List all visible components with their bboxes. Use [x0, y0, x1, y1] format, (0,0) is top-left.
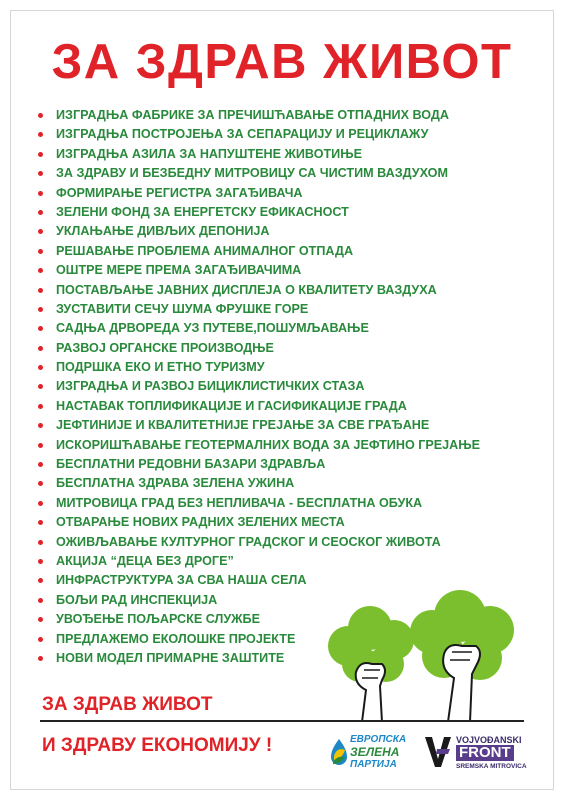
list-item [38, 184, 480, 203]
list-item-text: ЗА ЗДРАВУ И БЕЗБЕДНУ МИТРОВИЦУ СА ЧИСТИМ ВАЗДУХОМ [56, 166, 448, 181]
list-item-text: ИСКОРИШЋАВАЊЕ ГЕОТЕРМАЛНИХ ВОДА ЗА ЈЕФТИНО ГРЕЈАЊЕ [56, 437, 481, 452]
list-item-text: УКЛАЊАЊЕ ДИВЉИХ ДЕПОНИЈА [56, 224, 270, 239]
list-item-text: ПРЕДЛАЖЕМО ЕКОЛОШКЕ ПРОЈЕКТЕ [56, 631, 296, 646]
list-item-text: БЕСПЛАТНА ЗДРАВА ЗЕЛЕНА УЖИНА [56, 476, 295, 491]
list-item-text: ИЗГРАДЊА ФАБРИКЕ ЗА ПРЕЧИШЋАВАЊЕ ОТПАДНИХ ВОДА [56, 108, 449, 122]
bullet-icon [38, 462, 43, 467]
bullet-icon [38, 132, 43, 137]
list-item [38, 513, 480, 532]
list-item [38, 339, 480, 358]
list-item [38, 494, 480, 513]
list-item [38, 164, 480, 183]
bullet-icon [38, 326, 43, 331]
list-item-text: РЕШАВАЊЕ ПРОБЛЕМА АНИМАЛНОГ ОТПАДА [56, 243, 354, 258]
list-item-text: ИЗГРАДЊА АЗИЛА ЗА НАПУШТЕНЕ ЖИВОТИЊЕ [56, 146, 363, 161]
bullet-icon [38, 423, 43, 428]
list-item-text: ОТВАРАЊЕ НОВИХ РАДНИХ ЗЕЛЕНИХ МЕСТА [56, 515, 345, 530]
list-item-text: ИЗГРАДЊА ПОСТРОЈЕЊА ЗА СЕПАРАЦИЈУ И РЕЦИКЛАЖУ [56, 127, 429, 142]
list-item-text: БОЉИ РАД ИНСПЕКЦИЈА [56, 592, 218, 607]
leaf-drop-icon [330, 738, 348, 771]
list-item [38, 474, 480, 493]
vf-line-1: VOJVOĐANSKI [456, 735, 522, 745]
bullet-icon [38, 501, 43, 506]
list-item-text: НОВИ МОДЕЛ ПРИМАРНЕ ЗАШТИТЕ [56, 650, 285, 665]
list-item-text: ПОСТАВЉАЊЕ ЈАВНИХ ДИСПЛЕЈА О КВАЛИТЕТУ ВАЗДУХА [56, 282, 437, 297]
bullet-icon [38, 229, 43, 234]
list-item-text: ИЗГРАДЊА И РАЗВОЈ БИЦИКЛИСТИЧКИХ СТАЗА [56, 379, 365, 394]
bullet-icon [38, 540, 43, 545]
page-title: ЗА ЗДРАВ ЖИВОТ [51, 35, 513, 89]
list-item [38, 358, 480, 377]
list-item [38, 552, 480, 571]
bullet-icon [38, 171, 43, 176]
bullet-icon [38, 656, 43, 661]
list-item [38, 377, 480, 396]
list-item-text: ЈЕФТИНИЈЕ И КВАЛИТЕТНИЈЕ ГРЕЈАЊЕ ЗА СВЕ ГРАЂАНЕ [56, 418, 430, 433]
list-item [38, 261, 480, 280]
vf-monogram-icon [424, 735, 452, 774]
list-item-text: БЕСПЛАТНИ РЕДОВНИ БАЗАРИ ЗДРАВЉА [56, 457, 326, 472]
list-item-text: ПОДРШКА ЕКО И ЕТНО ТУРИЗМУ [56, 360, 265, 375]
program-list [38, 106, 480, 668]
tree-fist-icon [320, 590, 530, 727]
bullet-icon [38, 191, 43, 196]
bullet-icon [38, 113, 43, 118]
bullet-icon [38, 404, 43, 409]
list-item [38, 455, 480, 474]
bullet-icon [38, 307, 43, 312]
slogan-line-2: И ЗДРАВУ ЕКОНОМИЈУ ! [42, 735, 273, 756]
list-item-text: ИНФРАСТРУКТУРА ЗА СВА НАША СЕЛА [56, 573, 307, 588]
list-item-text: ЗЕЛЕНИ ФОНД ЗА ЕНЕРГЕТСКУ ЕФИКАСНОСТ [56, 204, 349, 219]
list-item-text: ЗУСТАВИТИ СЕЧУ ШУМА ФРУШКЕ ГОРЕ [56, 301, 309, 316]
vf-line-2: FRONT [456, 745, 514, 761]
list-item [38, 571, 480, 590]
bullet-icon [38, 598, 43, 603]
list-item-text: ОШТРЕ МЕРЕ ПРЕМА ЗАГАЂИВАЧИМА [56, 263, 302, 278]
epz-line-3: ПАРТИЈА [350, 759, 397, 770]
list-item-text: МИТРОВИЦА ГРАД БЕЗ НЕПЛИВАЧА - БЕСПЛАТНА ОБУКА [56, 495, 423, 510]
list-item [38, 242, 480, 261]
bullet-icon [38, 637, 43, 642]
list-item-text: САДЊА ДРВОРЕДА УЗ ПУТЕВЕ,ПОШУМЉАВАЊЕ [56, 321, 369, 336]
list-item [38, 416, 480, 435]
list-item [38, 436, 480, 455]
bullet-icon [38, 268, 43, 273]
list-item [38, 106, 480, 125]
list-item [38, 125, 480, 144]
vf-line-3: SREMSKA MITROVICA [456, 763, 527, 770]
bullet-icon [38, 481, 43, 486]
bullet-icon [38, 617, 43, 622]
bullet-icon [38, 520, 43, 525]
list-item [38, 397, 480, 416]
bullet-icon [38, 346, 43, 351]
bullet-icon [38, 443, 43, 448]
list-item [38, 222, 480, 241]
bullet-icon [38, 365, 43, 370]
list-item-text: РАЗВОЈ ОРГАНСКЕ ПРОИЗВОДЊЕ [56, 340, 274, 355]
list-item-text: ФОРМИРАЊЕ РЕГИСТРА ЗАГАЂИВАЧА [56, 185, 303, 200]
vf-logo [424, 733, 534, 773]
list-item [38, 281, 480, 300]
list-item-text: УВОЂЕЊЕ ПОЉАРСКЕ СЛУЖБЕ [56, 612, 261, 627]
bullet-icon [38, 210, 43, 215]
epz-line-2: ЗЕЛЕНА [350, 745, 400, 759]
bullet-icon [38, 559, 43, 564]
bullet-icon [38, 288, 43, 293]
list-item [38, 300, 480, 319]
list-item-text: НАСТАВАК ТОПЛИФИКАЦИЈЕ И ГАСИФИКАЦИЈЕ ГРАДА [56, 398, 407, 413]
bullet-icon [38, 249, 43, 254]
divider [40, 720, 524, 722]
epz-line-1: ЕВРОПСКА [350, 734, 407, 745]
list-item [38, 203, 480, 222]
slogan-line-1: ЗА ЗДРАВ ЖИВОТ [42, 694, 213, 715]
list-item [38, 145, 480, 164]
list-item-text: ОЖИВЉАВАЊЕ КУЛТУРНОГ ГРАДСКОГ И СЕОСКОГ ЖИВОТА [56, 534, 441, 549]
bullet-icon [38, 152, 43, 157]
bullet-icon [38, 578, 43, 583]
epz-logo [330, 732, 412, 772]
list-item [38, 319, 480, 338]
list-item [38, 533, 480, 552]
list-item-text: АКЦИЈА “ДЕЦА БЕЗ ДРОГЕ” [56, 553, 234, 568]
bullet-icon [38, 384, 43, 389]
